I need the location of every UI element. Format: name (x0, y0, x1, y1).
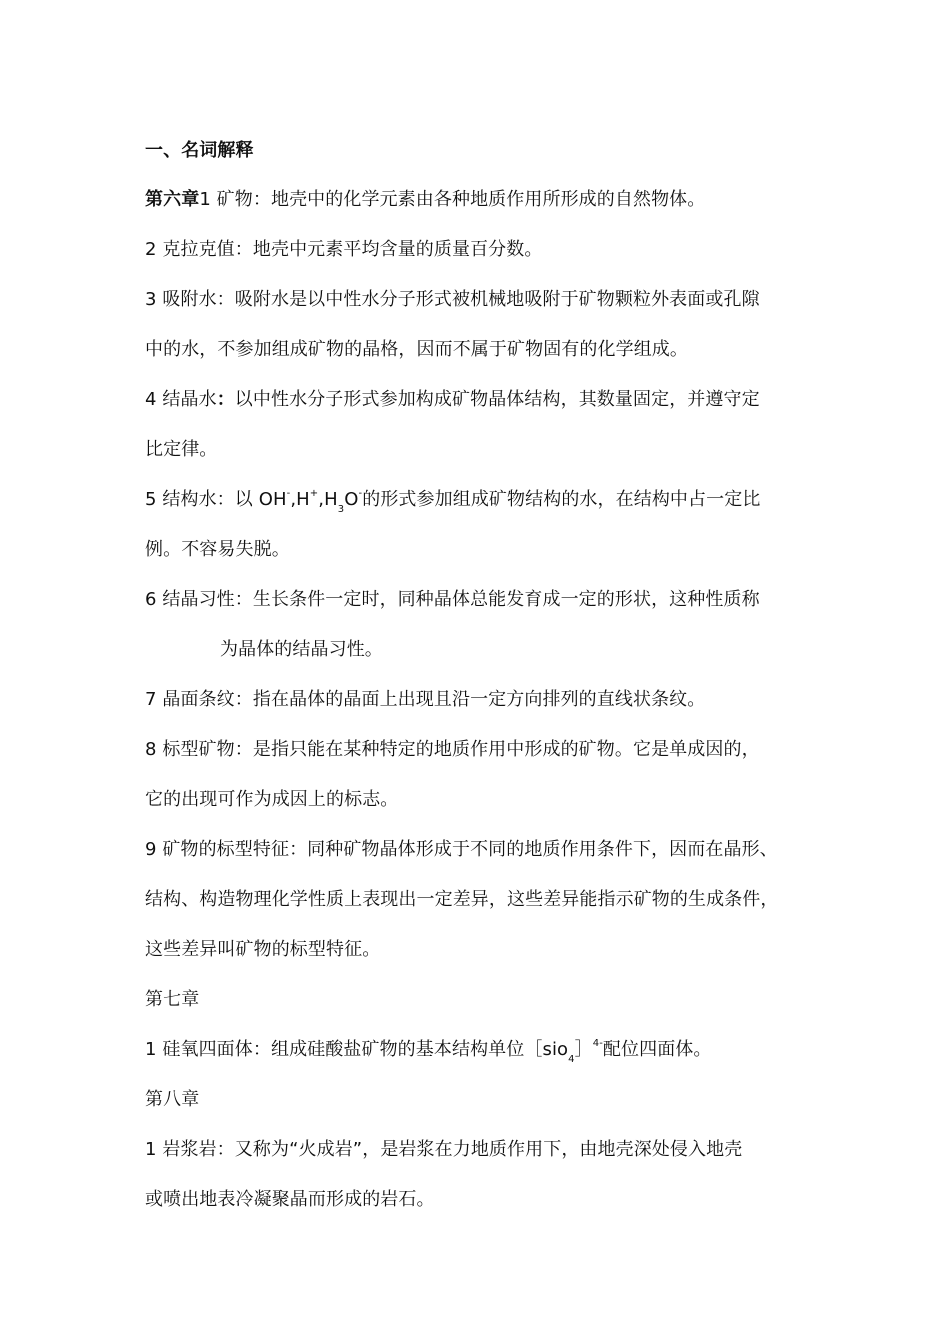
crystal-water-text: 以中性水分子形式参加构成矿物晶体结构，其数量固定，并遵守定 (234, 389, 760, 410)
chapter-label-6: 第六章 (145, 189, 200, 210)
structural-water-mid3: O (344, 489, 359, 510)
definition-crystal-habit-line2: 为晶体的结晶习性。 (220, 639, 383, 660)
structural-water-sup3: - (358, 488, 363, 499)
definition-crystal-habit-line1: 6 结晶习性：生长条件一定时，同种晶体总能发育成一定的形状，这种性质称 (145, 589, 760, 610)
silica-tetrahedron-sub: 4 (568, 1053, 575, 1065)
structural-water-sub1: 3 (337, 503, 345, 515)
definition-igneous-rock-line2: 或喷出地表冷凝聚晶而形成的岩石。 (145, 1189, 435, 1210)
definition-typomorphic-features-line1: 9 矿物的标型特征：同种矿物晶体形成于不同的地质作用条件下，因而在晶形、 (145, 839, 778, 860)
definition-typomorphic-features-line2: 结构、构造物理化学性质上表现出一定差异，这些差异能指示矿物的生成条件， (145, 889, 779, 910)
structural-water-mid1: ,H (290, 489, 310, 510)
chapter-label-7: 第七章 (145, 989, 200, 1010)
definition-crystal-water-line2: 比定律。 (145, 439, 218, 460)
definition-typomorphic-features-line3: 这些差异叫矿物的标型特征。 (145, 939, 381, 960)
structural-water-sup1: - (286, 488, 291, 499)
definition-typomorphic-mineral-line2: 它的出现可作为成因上的标志。 (145, 789, 399, 810)
ch6-item1-line (145, 188, 705, 212)
definition-mineral: 1 矿物：地壳中的化学元素由各种地质作用所形成的自然物体。 (199, 189, 706, 210)
definition-typomorphic-mineral-line1: 8 标型矿物：是指只能在某种特定的地质作用中形成的矿物。它是单成因的， (145, 739, 760, 760)
definition-crystal-water-line1 (145, 388, 760, 412)
crystal-water-term: 4 结晶水 (145, 389, 217, 410)
definition-adsorbed-water-line2: 中的水，不参加组成矿物的晶格，因而不属于矿物固有的化学组成。 (145, 339, 688, 360)
silica-tetrahedron-sup: 4- (592, 1038, 603, 1049)
silica-tetrahedron-bracket: ］ (574, 1039, 593, 1060)
definition-structural-water-line2: 例。不容易失脱。 (145, 539, 290, 560)
definition-silica-tetrahedron (145, 1038, 712, 1065)
structural-water-prefix: 5 结构水：以 OH (145, 489, 287, 510)
structural-water-sup2: + (309, 488, 319, 499)
structural-water-mid2: ,H (318, 489, 338, 510)
silica-tetrahedron-rest: 配位四面体。 (602, 1039, 712, 1060)
silica-tetrahedron-prefix: 1 硅氧四面体：组成硅酸盐矿物的基本结构单位［sio (145, 1039, 569, 1060)
chapter-label-8: 第八章 (145, 1089, 200, 1110)
structural-water-rest: 的形式参加组成矿物结构的水，在结构中占一定比 (362, 489, 761, 510)
definition-igneous-rock-line1: 1 岩浆岩：又称为“火成岩”，是岩浆在力地质作用下，由地壳深处侵入地壳 (145, 1139, 743, 1160)
definition-clarke-value: 2 克拉克值：地壳中元素平均含量的质量百分数。 (145, 239, 543, 260)
section-title: 一、名词解释 (145, 140, 254, 161)
crystal-water-colon: ： (216, 389, 235, 410)
definition-structural-water-line1 (145, 488, 761, 515)
definition-adsorbed-water-line1: 3 吸附水：吸附水是以中性水分子形式被机械地吸附于矿物颗粒外表面或孔隙 (145, 289, 760, 310)
definition-face-striations: 7 晶面条纹：指在晶体的晶面上出现且沿一定方向排列的直线状条纹。 (145, 689, 706, 710)
